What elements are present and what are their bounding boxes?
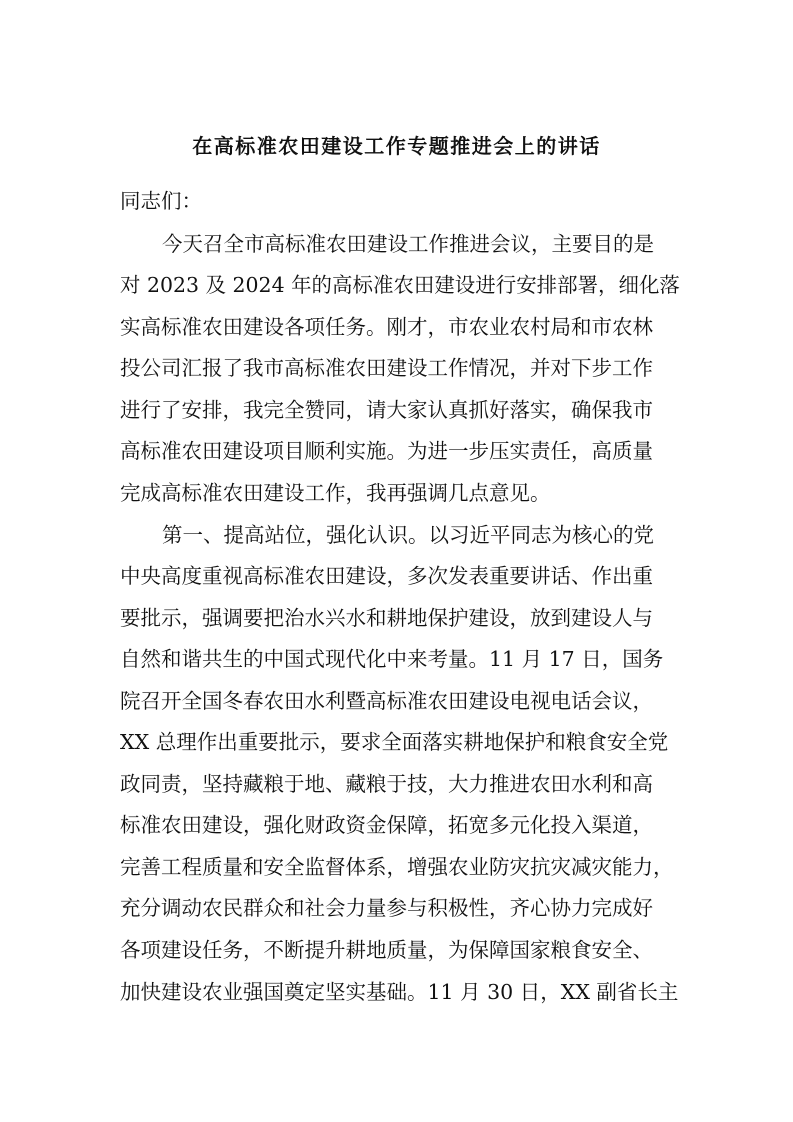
body-line: 院召开全国冬春农田水利暨高标准农田建设电视电话会议，: [120, 689, 653, 713]
body-line: 自然和谐共生的中国式现代化中来考量。11 月 17 日，国务: [120, 647, 664, 671]
body-line: 充分调动农民群众和社会力量参与积极性，齐心协力完成好: [120, 896, 653, 920]
body-line: 进行了安排，我完全赞同，请大家认真抓好落实，确保我市: [120, 398, 653, 422]
body-line: 完善工程质量和安全监督体系，增强农业防灾抗灾减灾能力，: [120, 855, 674, 879]
body-line: 对 2023 及 2024 年的高标准农田建设进行安排部署，细化落: [120, 273, 680, 297]
body-line: 中央高度重视高标准农田建设，多次发表重要讲话、作出重: [120, 564, 653, 588]
salutation: 同志们：: [120, 189, 202, 213]
body-line: 要批示，强调要把治水兴水和耕地保护建设，放到建设人与: [120, 606, 653, 630]
body-line: XX 总理作出重要批示，要求全面落实耕地保护和粮食安全党: [120, 730, 669, 754]
body-line: 高标准农田建设项目顺利实施。为进一步压实责任，高质量: [120, 439, 653, 463]
body-line: 投公司汇报了我市高标准农田建设工作情况，并对下步工作: [120, 356, 653, 380]
body-line: 标准农田建设，强化财政资金保障，拓宽多元化投入渠道，: [120, 813, 653, 837]
body-line: 第一、提高站位，强化认识。以习近平同志为核心的党: [162, 523, 654, 547]
document-title: 在高标准农田建设工作专题推进会上的讲话: [192, 134, 601, 158]
body-line: 完成高标准农田建设工作，我再强调几点意见。: [120, 481, 551, 505]
body-line: 实高标准农田建设各项任务。刚才，市农业农村局和市农林: [120, 315, 653, 339]
body-line: 加快建设农业强国奠定坚实基础。11 月 30 日，XX 副省长主: [120, 980, 679, 1004]
body-line: 各项建设任务，不断提升耕地质量，为保障国家粮食安全、: [120, 938, 653, 962]
body-line: 今天召全市高标准农田建设工作推进会议，主要目的是: [162, 232, 654, 256]
body-line: 政同责，坚持藏粮于地、藏粮于技，大力推进农田水利和高: [120, 772, 653, 796]
